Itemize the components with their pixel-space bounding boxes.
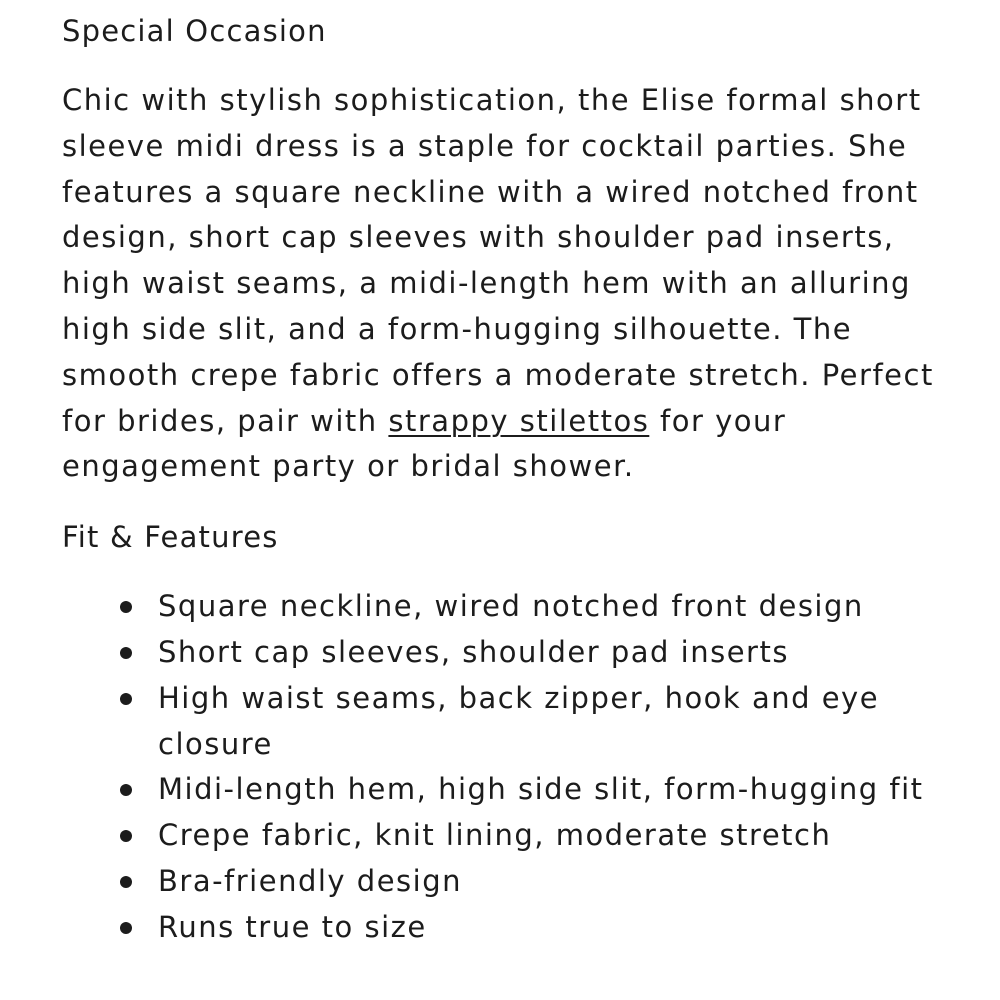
- feature-text: Crepe fabric, knit lining, moderate stretch: [158, 818, 832, 853]
- list-item: [158, 676, 942, 768]
- description-text-end: for your engagement party or bridal shower.: [62, 403, 787, 484]
- features-list: [62, 584, 942, 950]
- product-description: [62, 78, 942, 490]
- bullet-icon: [120, 784, 132, 796]
- list-item: [158, 630, 942, 676]
- bullet-icon: [120, 876, 132, 888]
- product-details: [62, 8, 942, 951]
- special-occasion-heading: Special Occasion: [62, 14, 327, 48]
- bullet-icon: [120, 693, 132, 705]
- feature-text: Short cap sleeves, shoulder pad inserts: [158, 634, 789, 669]
- list-item: [158, 859, 942, 905]
- list-item: [158, 905, 942, 951]
- description-text-start: Chic with stylish sophistication, the Elise formal short sleeve midi dress is a staple for cocktail parties. She features a square neckline with a wired notched front design, short cap sleeves with shoulder pad inserts, high waist seams, a midi-length hem with an alluring high side slit, and a form-hugging silhouette. The smooth crepe fabric offers a moderate stretch. Perfect for brides, pair with: [62, 83, 934, 438]
- feature-text: Midi-length hem, high side slit, form-hugging fit: [158, 772, 924, 807]
- bullet-icon: [120, 601, 132, 613]
- list-item: [158, 813, 942, 859]
- list-item: [158, 584, 942, 630]
- bullet-icon: [120, 922, 132, 934]
- feature-text: High waist seams, back zipper, hook and eye closure: [158, 680, 880, 761]
- list-item: [158, 767, 942, 813]
- strappy-stilettos-link[interactable]: strappy stilettos: [388, 403, 650, 438]
- bullet-icon: [120, 647, 132, 659]
- feature-text: Runs true to size: [158, 909, 427, 944]
- bullet-icon: [120, 830, 132, 842]
- fit-features-heading: Fit & Features: [62, 520, 279, 555]
- feature-text: Square neckline, wired notched front design: [158, 589, 864, 624]
- feature-text: Bra-friendly design: [158, 863, 463, 898]
